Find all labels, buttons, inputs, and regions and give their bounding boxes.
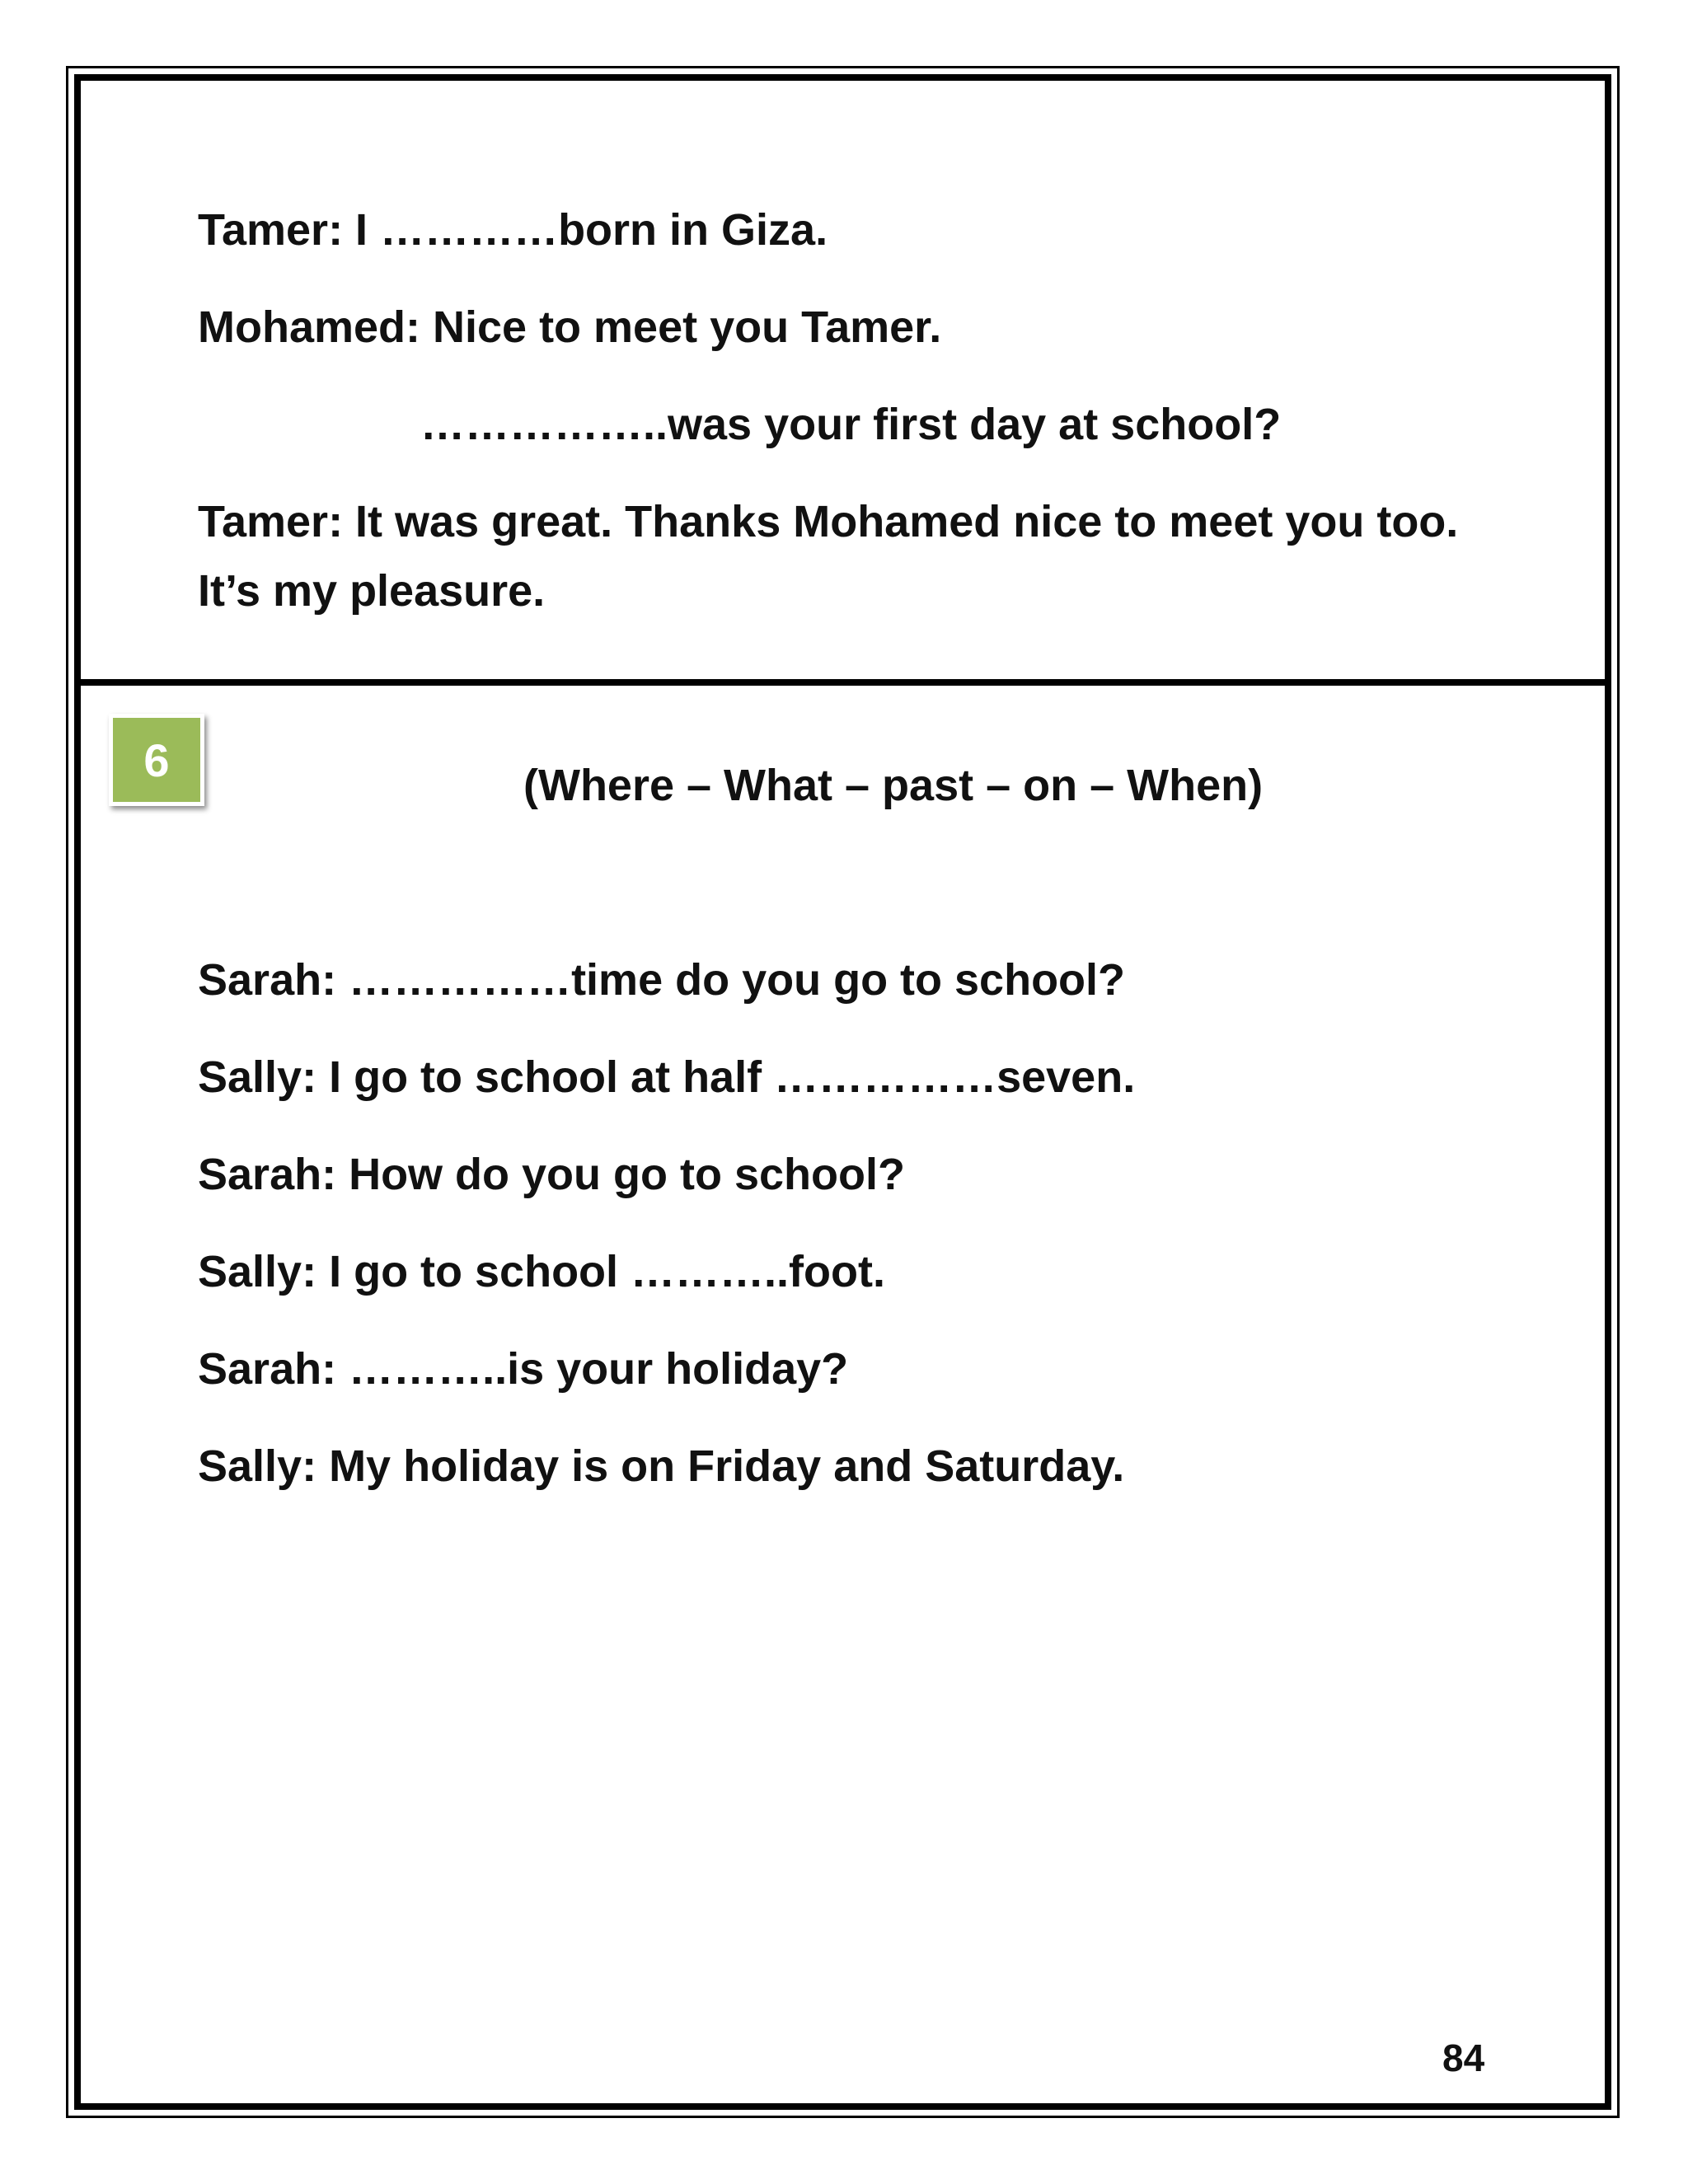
dialogue-line: Sally: I go to school at half ……………seven. xyxy=(198,1052,1136,1102)
dialogue-line: Sarah: ……………time do you go to school? xyxy=(198,955,1126,1005)
dialogue-line: It’s my pleasure. xyxy=(198,566,546,616)
section-divider xyxy=(74,679,1611,686)
exercise-number-badge: 6 xyxy=(109,714,204,806)
dialogue-line: Mohamed: Nice to meet you Tamer. xyxy=(198,302,942,352)
page-number: 84 xyxy=(1442,2036,1485,2079)
dialogue-line: Tamer: I …………born in Giza. xyxy=(198,205,828,255)
dialogue-line: ……………..was your first day at school? xyxy=(420,400,1282,449)
dialogue-line: Sarah: ………..is your holiday? xyxy=(198,1344,849,1394)
dialogue-line: Tamer: It was great. Thanks Mohamed nice to meet you too. xyxy=(198,497,1459,546)
dialogue-line: Sally: My holiday is on Friday and Saturday. xyxy=(198,1441,1125,1491)
dialogue-line: Sally: I go to school ………..foot. xyxy=(198,1247,885,1296)
dialogue-line: Sarah: How do you go to school? xyxy=(198,1150,905,1199)
word-bank: (Where – What – past – on – When) xyxy=(523,761,1264,810)
